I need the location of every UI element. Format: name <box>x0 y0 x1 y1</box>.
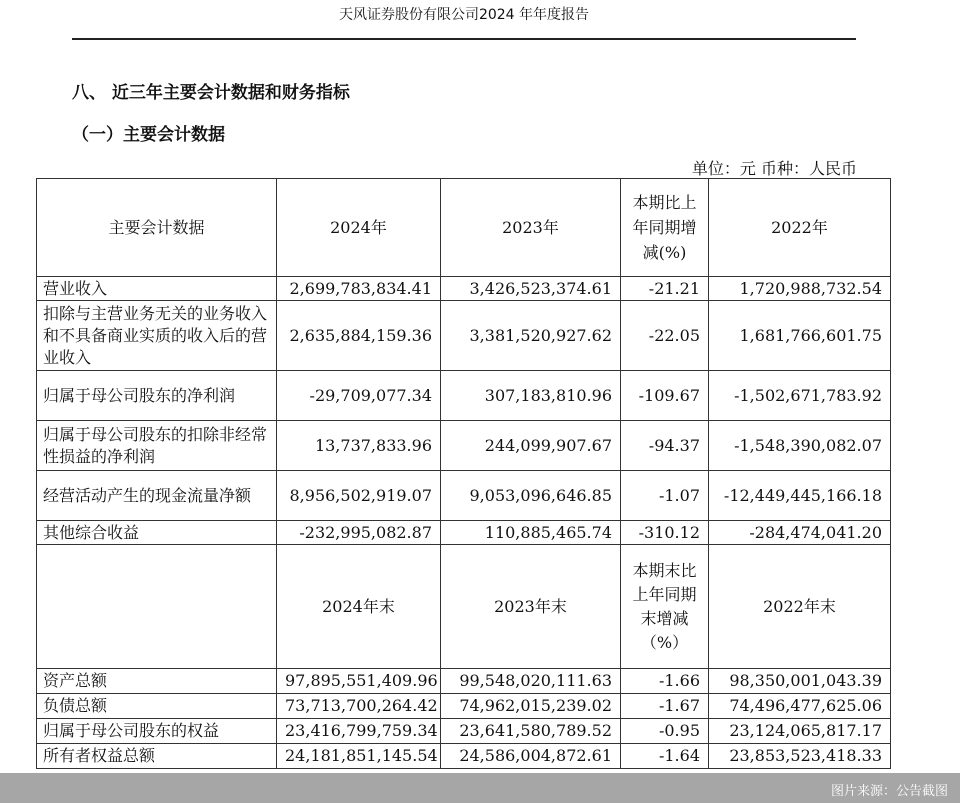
value-cell: -232,995,082.87 <box>277 521 441 545</box>
value-cell: 98,350,001,043.39 <box>709 669 891 694</box>
header-cell: 本期末比上年同期末增减（%） <box>621 545 709 669</box>
subsection-title: （一）主要会计数据 <box>72 125 225 145</box>
header-cell: 2022年末 <box>709 545 891 669</box>
value-cell: -1.66 <box>621 669 709 694</box>
value-cell: 2,699,783,834.41 <box>277 277 441 301</box>
table-row <box>37 719 891 744</box>
value-cell: 23,641,580,789.52 <box>441 719 621 744</box>
row-label: 营业收入 <box>37 277 277 301</box>
row-label: 归属于母公司股东的权益 <box>37 719 277 744</box>
section-title: 八、 近三年主要会计数据和财务指标 <box>72 83 350 103</box>
table-row <box>37 301 891 371</box>
value-cell: 74,496,477,625.06 <box>709 694 891 719</box>
value-cell: 13,737,833.96 <box>277 421 441 471</box>
value-cell: -310.12 <box>621 521 709 545</box>
value-cell: 244,099,907.67 <box>441 421 621 471</box>
value-cell: 23,853,523,418.33 <box>709 744 891 769</box>
accounting-data-table <box>36 178 891 769</box>
row-label: 其他综合收益 <box>37 521 277 545</box>
row-label: 经营活动产生的现金流量净额 <box>37 471 277 521</box>
header-cell: 主要会计数据 <box>37 179 277 277</box>
value-cell: -21.21 <box>621 277 709 301</box>
value-cell: 24,586,004,872.61 <box>441 744 621 769</box>
row-label: 扣除与主营业务无关的业务收入和不具备商业实质的收入后的营业收入 <box>37 301 277 371</box>
value-cell: 99,548,020,111.63 <box>441 669 621 694</box>
unit-currency-note: 单位：元 币种：人民币 <box>691 159 857 178</box>
table-row <box>37 521 891 545</box>
value-cell: 23,416,799,759.34 <box>277 719 441 744</box>
value-cell: -1.64 <box>621 744 709 769</box>
source-caption-bar <box>0 773 960 803</box>
row-label: 所有者权益总额 <box>37 744 277 769</box>
table-header-row <box>37 179 891 277</box>
value-cell: -12,449,445,166.18 <box>709 471 891 521</box>
table-row <box>37 744 891 769</box>
value-cell: 1,720,988,732.54 <box>709 277 891 301</box>
source-caption: 图片来源：公告截图 <box>830 784 948 799</box>
header-cell <box>37 545 277 669</box>
value-cell: 307,183,810.96 <box>441 371 621 421</box>
row-label: 归属于母公司股东的净利润 <box>37 371 277 421</box>
table-row <box>37 694 891 719</box>
row-label: 负债总额 <box>37 694 277 719</box>
value-cell: 1,681,766,601.75 <box>709 301 891 371</box>
value-cell: 3,426,523,374.61 <box>441 277 621 301</box>
table-row <box>37 669 891 694</box>
report-title: 天风证券股份有限公司2024 年年度报告 <box>338 7 590 23</box>
value-cell: -22.05 <box>621 301 709 371</box>
header-cell: 本期比上年同期增减(%) <box>621 179 709 277</box>
value-cell: 74,962,015,239.02 <box>441 694 621 719</box>
value-cell: 3,381,520,927.62 <box>441 301 621 371</box>
header-cell: 2022年 <box>709 179 891 277</box>
row-label: 归属于母公司股东的扣除非经常性损益的净利润 <box>37 421 277 471</box>
page-header <box>72 0 856 40</box>
value-cell: 110,885,465.74 <box>441 521 621 545</box>
table-row <box>37 371 891 421</box>
header-cell: 2024年 <box>277 179 441 277</box>
value-cell: -284,474,041.20 <box>709 521 891 545</box>
value-cell: 2,635,884,159.36 <box>277 301 441 371</box>
value-cell: 9,053,096,646.85 <box>441 471 621 521</box>
value-cell: -1,502,671,783.92 <box>709 371 891 421</box>
value-cell: 8,956,502,919.07 <box>277 471 441 521</box>
value-cell: 73,713,700,264.42 <box>277 694 441 719</box>
header-cell: 2023年末 <box>441 545 621 669</box>
value-cell: -0.95 <box>621 719 709 744</box>
value-cell: -109.67 <box>621 371 709 421</box>
value-cell: -1,548,390,082.07 <box>709 421 891 471</box>
header-cell: 2024年末 <box>277 545 441 669</box>
value-cell: -1.07 <box>621 471 709 521</box>
value-cell: 24,181,851,145.54 <box>277 744 441 769</box>
value-cell: -94.37 <box>621 421 709 471</box>
header-cell: 2023年 <box>441 179 621 277</box>
value-cell: 23,124,065,817.17 <box>709 719 891 744</box>
table-row <box>37 277 891 301</box>
value-cell: -29,709,077.34 <box>277 371 441 421</box>
table-header-row <box>37 545 891 669</box>
row-label: 资产总额 <box>37 669 277 694</box>
table-row <box>37 421 891 471</box>
value-cell: -1.67 <box>621 694 709 719</box>
value-cell: 97,895,551,409.96 <box>277 669 441 694</box>
table-row <box>37 471 891 521</box>
